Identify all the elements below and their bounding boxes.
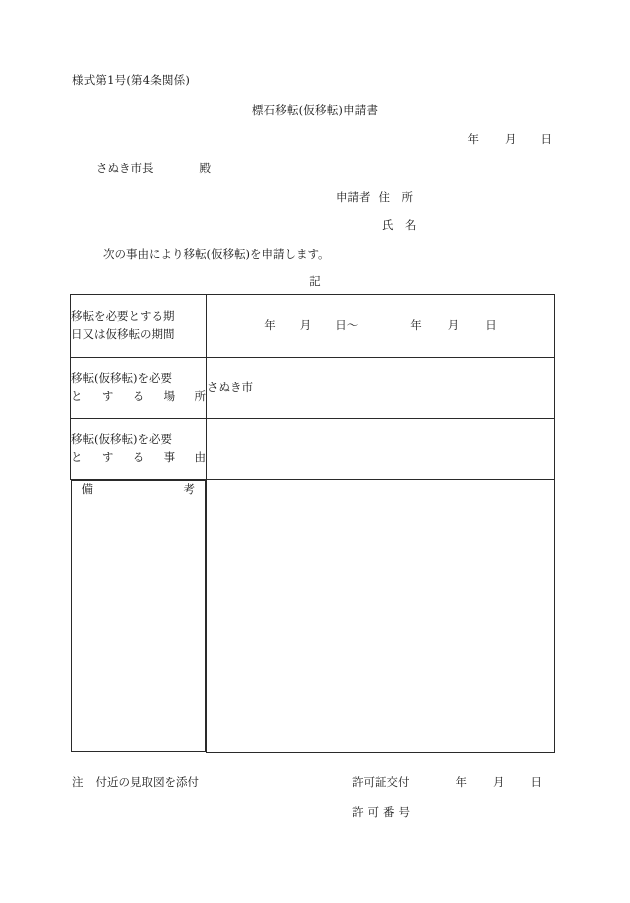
applicant-address-label: 住 所 xyxy=(378,190,413,204)
applicant-address-row xyxy=(336,189,413,205)
row-label-place-line1: 移転(仮移転)を必要 xyxy=(71,371,172,386)
permit-issue-label: 許可証交付 xyxy=(352,775,410,789)
row-label-period-line1: 移転を必要とする期 xyxy=(71,309,175,324)
row-label-place-char-4: 所 xyxy=(194,389,206,403)
period-to-year: 年 xyxy=(410,318,422,333)
row-label-reason-line1: 移転(仮移転)を必要 xyxy=(71,432,172,447)
period-from-month: 月 xyxy=(299,318,312,333)
row-label-remarks-char-right: 考 xyxy=(183,482,195,496)
table-row-place xyxy=(71,358,555,419)
permit-issue-month: 月 xyxy=(493,775,505,789)
permit-issue-day: 日 xyxy=(530,775,542,789)
row-label-period-line2: 日又は仮移転の期間 xyxy=(71,327,175,341)
row-value-reason[interactable] xyxy=(207,419,555,480)
row-label-place-char-3: 場 xyxy=(163,389,176,403)
submission-date-month: 月 xyxy=(505,132,517,146)
row-label-reason-char-0: と xyxy=(71,450,83,464)
table-row-reason xyxy=(71,419,555,480)
row-label-place-char-1: す xyxy=(101,389,114,403)
row-label-period xyxy=(71,295,207,358)
row-label-reason-line2 xyxy=(71,449,206,467)
row-value-place[interactable]: さぬき市 xyxy=(207,358,555,419)
addressee xyxy=(96,160,211,176)
submission-date-year: 年 xyxy=(467,132,479,146)
row-value-period[interactable] xyxy=(207,295,555,358)
row-label-remarks xyxy=(71,480,207,752)
permit-issue-year: 年 xyxy=(455,775,467,789)
row-label-place-char-0: と xyxy=(71,389,83,403)
applicant-label: 申請者 xyxy=(336,190,371,204)
row-label-reason-char-1: す xyxy=(101,450,114,464)
row-value-remarks[interactable] xyxy=(207,480,555,753)
period-from-day: 日〜 xyxy=(335,318,359,333)
footer-note-text: 付近の見取図を添付 xyxy=(95,775,199,789)
submission-date-line xyxy=(468,131,553,147)
row-label-reason-char-4: 由 xyxy=(194,450,206,464)
period-from-year: 年 xyxy=(264,318,276,333)
table-row-period xyxy=(71,295,555,358)
permit-number-label: 許可番号 xyxy=(352,805,414,819)
row-label-place-line2 xyxy=(71,388,206,406)
addressee-name: さぬき市長 xyxy=(96,161,154,175)
table-row-remarks xyxy=(71,480,555,753)
row-label-reason-char-3: 事 xyxy=(163,450,176,464)
row-label-place xyxy=(71,358,207,419)
period-to-month: 月 xyxy=(447,318,460,333)
applicant-name-label: 氏 名 xyxy=(382,218,417,232)
addressee-honorific: 殿 xyxy=(199,161,211,175)
submission-date-day: 日 xyxy=(540,132,552,146)
row-label-reason-char-2: る xyxy=(132,450,145,464)
applicant-name-row xyxy=(336,217,417,233)
form-number: 様式第1号(第4条関係) xyxy=(72,73,191,87)
ki-mark: 記 xyxy=(309,274,321,288)
footer-note-marker: 注 xyxy=(72,775,84,789)
row-label-place-char-2: る xyxy=(132,389,145,403)
permit-issue-line xyxy=(352,774,542,790)
statement-text: 次の事由により移転(仮移転)を申請します。 xyxy=(103,247,330,261)
page-title: 標石移転(仮移転)申請書 xyxy=(251,103,379,117)
application-detail-table xyxy=(70,294,555,753)
period-to-day: 日 xyxy=(485,318,497,333)
row-label-remarks-char-left: 備 xyxy=(81,482,93,496)
footer-note xyxy=(72,774,199,790)
row-label-reason xyxy=(71,419,207,480)
